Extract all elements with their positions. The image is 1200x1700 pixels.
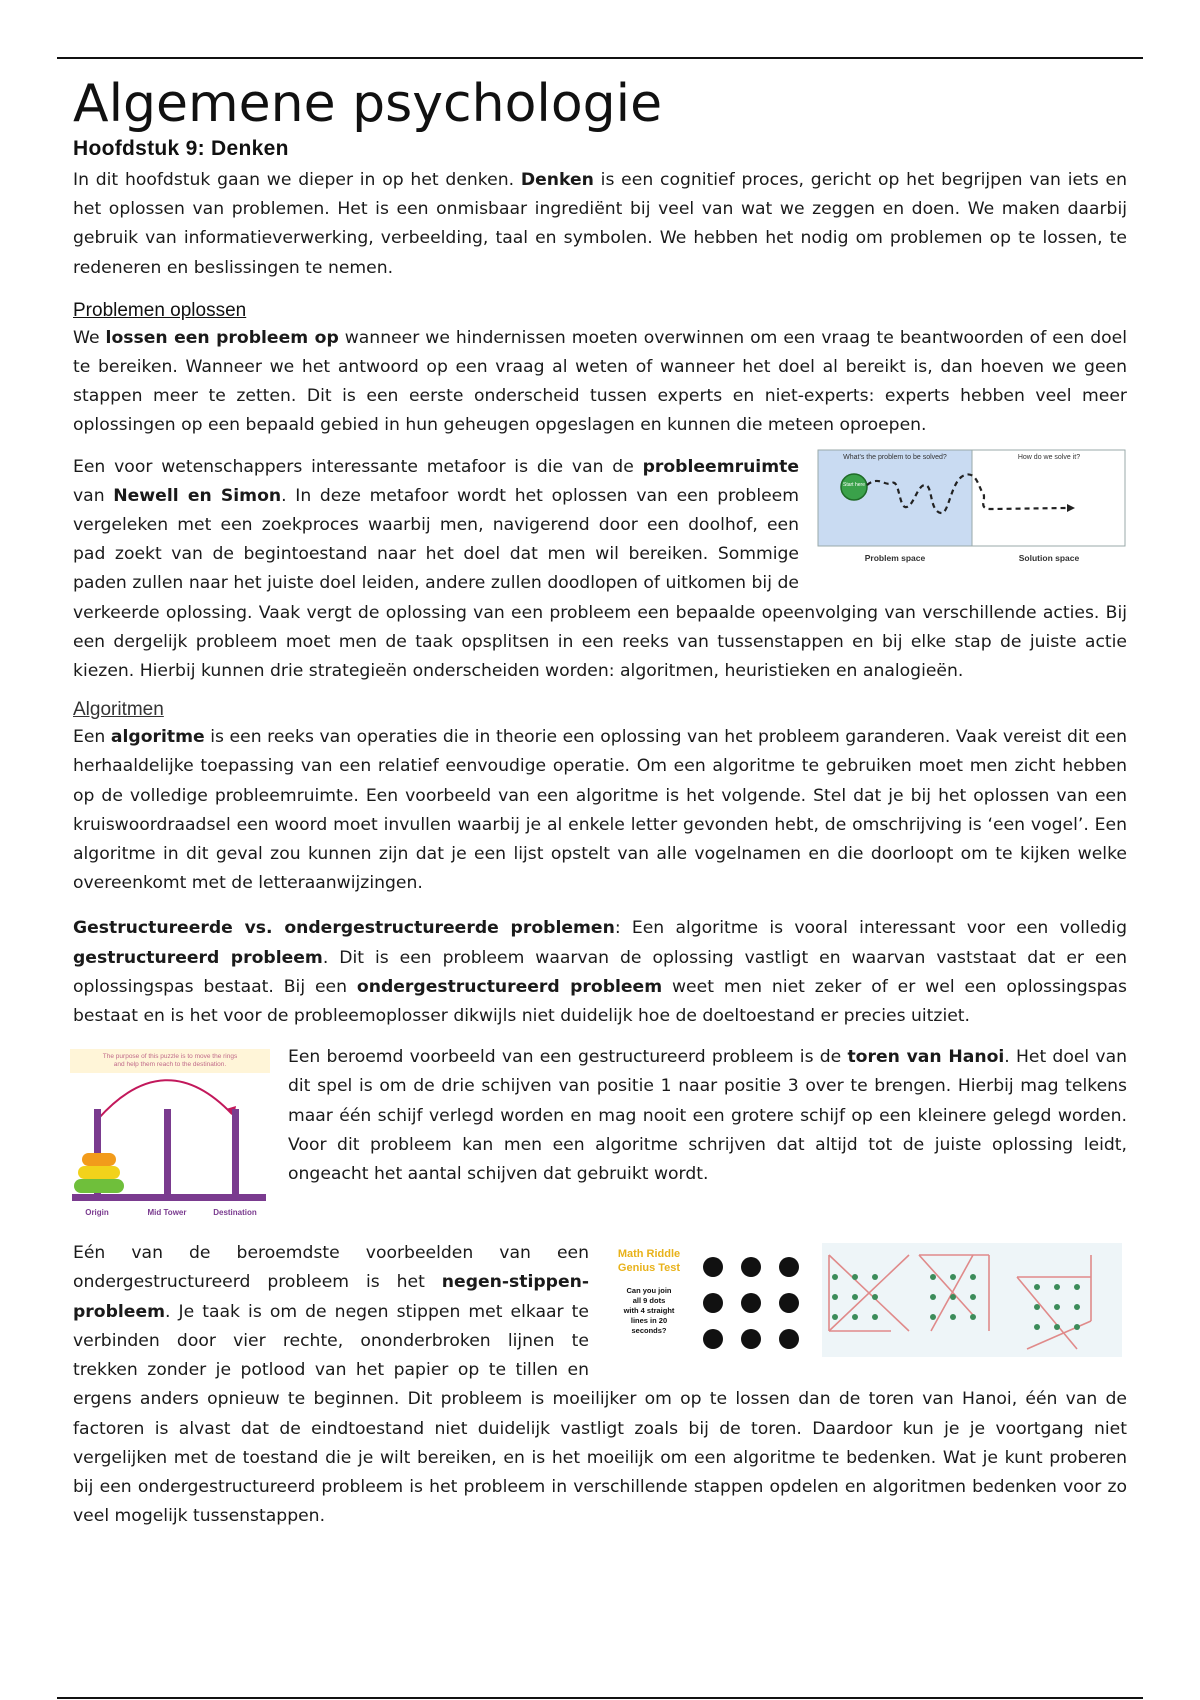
top-rule <box>57 57 1143 59</box>
start-node-label: Start here <box>843 481 865 488</box>
disk-small <box>82 1153 116 1166</box>
algoritmen-paragraph-4: Eén van de beroemdste voorbeelden van een ondergestructureerd probleem is het negen-stippen-probleem. Je taak is om de negen stippen met elkaar te verbinden door vier rechte, ononderbroken lijnen te trekken zonder je potlood van het papier op te tillen en ergens anders opnieuw te beginnen. Dit probleem is moeilijker om op te lossen dan de toren van Hanoi, één van de factoren is alvast dat de eindtoestand niet duidelijk vastligt zoals bij de toren. Daardoor kun je je voortgang niet vergelijken met de toestand die je wilt bereiken, en is het moeilijk om een algoritme te bedenken. Wat je kunt proberen bij een ondergestructureerd probleem is het probleem in verschillende stappen opdelen en algoritmen bedenken voor zo veel mogelijk tussenstappen. <box>73 1243 1127 1527</box>
svg-text:seconds?: seconds? <box>631 1326 667 1336</box>
solution-space-label: Solution space <box>1018 552 1080 563</box>
intro-paragraph: In dit hoofdstuk gaan we dieper in op het denken. Denken is een cognitief proces, gericht op het begrijpen van iets en het oplossen van problemen. Het is een onmisbaar ingrediënt bij veel van wat we zeggen en doen. We maken daarbij gebruik van informatieverwerking, verbeelding, taal en symbolen. We hebben het nodig om problemen op te lossen, te redeneren en beslissingen te nemen. <box>73 170 1127 278</box>
problem-space-label: Problem space <box>864 552 926 563</box>
section-heading-problemen: Problemen oplossen <box>73 299 247 321</box>
svg-text:lines in 20: lines in 20 <box>630 1316 668 1326</box>
problem-space-figure <box>817 449 1127 569</box>
nine-dots-grid <box>703 1257 799 1349</box>
chapter-heading: Hoofdstuk 9: Denken <box>73 137 289 160</box>
label-mid-tower: Mid Tower <box>147 1208 187 1218</box>
problemen-paragraph-2: Een voor wetenschappers interessante metafoor is die van de probleemruimte van Newell en Simon. In deze metafoor wordt het oplossen van een probleem vergeleken met een zoekproces waarbij men, navigerend door een doolhof, een pad zoekt van de begintoestand naar het doel dat men wil bereiken. Sommige paden zullen naar het juiste doel leiden, andere zullen doodlopen of uitkomen bij de verkeerde oplossing. Vaak vergt de oplossing van een probleem een bepaalde opeenvolging van verschillende acties. Bij een dergelijk probleem moet men de taak opsplitsen in een reeks van tussenstappen en bij elke stap de juiste actie kiezen. Hierbij kunnen drie strategieën onderscheiden worden: algoritmen, heuristieken en analogieën. <box>73 456 1127 682</box>
svg-text:all 9 dots: all 9 dots <box>632 1296 666 1306</box>
disk-large <box>74 1179 124 1193</box>
riddle-title-2: Genius Test <box>617 1262 681 1275</box>
document-title: Algemene psychologie <box>73 74 663 134</box>
svg-text:Can you join: Can you join <box>626 1286 672 1296</box>
figure-question-left: What's the problem to be solved? <box>843 453 947 461</box>
hanoi-caption-2: and help them reach to the destination. <box>113 1061 227 1069</box>
problemen-paragraph-1: We lossen een probleem op wanneer we hindernissen moeten overwinnen om een vraag te beantwoorden of een doel te bereiken. Wanneer we het antwoord op een vraag al weten of wanneer het doel al bereikt is, dan hoeven we geen stappen meer te zetten. Dit is een eerste onderscheid tussen experts en niet-experts: experts hebben veel meer oplossingen op een bepaald gebied in hun geheugen opgeslagen en kunnen die meteen oproepen. <box>73 327 1128 436</box>
label-destination: Destination <box>213 1208 257 1218</box>
disk-medium <box>78 1166 120 1179</box>
riddle-title-1: Math Riddle <box>617 1248 681 1261</box>
svg-text:with 4 straight: with 4 straight <box>623 1306 675 1316</box>
tower-of-hanoi-figure <box>70 1049 270 1219</box>
figure-question-right: How do we solve it? <box>1017 453 1081 461</box>
section-heading-algoritmen: Algoritmen <box>73 699 164 721</box>
tower-base <box>72 1194 266 1201</box>
document-page <box>73 72 1127 1531</box>
hanoi-caption-1: The purpose of this puzzle is to move the rings <box>102 1053 238 1061</box>
algoritmen-paragraph-3: Een beroemd voorbeeld van een gestructureerd probleem is de toren van Hanoi. Het doel van dit spel is om de drie schijven van positie 1 naar positie 3 over te brengen. Hierbij mag telkens maar één schijf verlegd worden en mag nooit een grotere schijf op een kleinere gelegd worden. Voor dit probleem kan men een algoritme schrijven dat altijd tot de juiste oplossing leidt, ongeacht het aantal schijven dat gebruikt wordt. <box>288 1047 1127 1185</box>
algoritmen-paragraph-1: Een algoritme is een reeks van operaties die in theorie een oplossing van het probleem garanderen. Vaak vereist dit een herhaaldelijke toepassing van een relatief eenvoudige operatie. Om een algoritme te gebruiken moet men zicht hebben op de volledige probleemruimte. Een voorbeeld van een algoritme is het volgende. Stel dat je bij het oplossen van een kruiswoordraadsel een woord moet invullen waarbij je al enkele letter gevonden hebt, de omschrijving is ‘een vogel’. Een algoritme in dit geval zou kunnen zijn dat je een lijst opstelt van alle vogelnamen en die doorloopt om te kijken welke overeenkomt met de letteraanwijzingen. <box>73 727 1127 894</box>
peg-mid <box>164 1109 171 1195</box>
bottom-rule <box>57 1697 1143 1699</box>
label-origin: Origin <box>85 1208 109 1218</box>
nine-dots-figure <box>607 1241 1127 1359</box>
peg-destination <box>232 1109 239 1195</box>
algoritmen-paragraph-2: Gestructureerde vs. ondergestructureerde problemen: Een algoritme is vooral interessant voor een volledig gestructureerd probleem. Dit is een probleem waarvan de oplossing vastligt en waarvan vaststaat dat er een oplossingspas bestaat. Bij een ondergestructureerd probleem weet men niet zeker of er wel een oplossingspas bestaat en is het voor de probleemoplosser dikwijls niet duidelijk hoe de doeltoestand er precies uitziet. <box>73 918 1127 1027</box>
